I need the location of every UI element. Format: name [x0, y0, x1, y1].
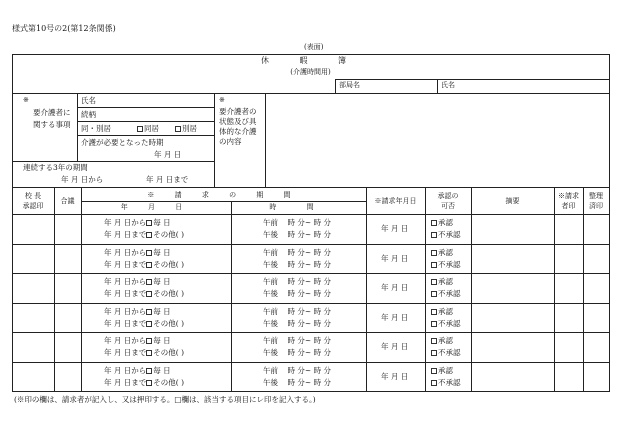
checkbox-icon — [431, 262, 437, 268]
period-from: 年 月 日から — [61, 175, 104, 184]
checkbox-icon — [431, 309, 437, 315]
consult-header: 合議 — [60, 197, 75, 205]
condition-line-2: 状態及び具 — [219, 117, 257, 126]
frame-bottom — [12, 391, 610, 392]
row-date-to[interactable]: 年 月 日まで その他( ) — [104, 377, 185, 387]
row-not-approved-option[interactable]: 不承認 — [431, 320, 461, 328]
checkbox-icon — [431, 380, 437, 386]
checkbox-icon — [431, 368, 437, 374]
checkbox-icon — [431, 250, 437, 256]
summary-header: 摘要 — [505, 197, 520, 205]
checkbox-icon — [175, 126, 181, 132]
row-divider — [12, 273, 609, 274]
row-divider — [12, 244, 609, 245]
care-mark: ※ — [23, 96, 29, 104]
name-label: 氏名 — [441, 81, 455, 89]
row-time-am[interactable]: 午前 時 分~ 時 分 — [263, 218, 331, 227]
checkbox-icon — [146, 220, 152, 226]
checkbox-icon — [431, 338, 437, 344]
checkbox-icon — [146, 338, 152, 344]
row-approved-option[interactable]: 承認 — [431, 308, 453, 316]
checkbox-icon — [146, 321, 152, 327]
row-request-date[interactable]: 年 月 日 — [381, 371, 409, 381]
row-not-approved-option[interactable]: 不承認 — [431, 261, 461, 269]
row-time-am[interactable]: 午前 時 分~ 時 分 — [263, 247, 331, 257]
row-approved-option[interactable]: 承認 — [431, 249, 453, 257]
checkbox-icon — [146, 350, 152, 356]
footnote: (※印の欄は、請求者が記入し、又は押印する。□欄は、該当する項目にレ印を記入する。) — [14, 395, 316, 404]
row-date-from[interactable]: 年 月 日から 毎 日 — [104, 336, 171, 345]
row-time-am[interactable]: 午前 時 分~ 時 分 — [263, 277, 331, 286]
row-time-pm[interactable]: 午後 時 分~ 時 分 — [263, 348, 331, 357]
care-label-1: 要介護者に — [33, 108, 71, 117]
condition-line-1: 要介護者の — [219, 107, 257, 116]
row-date-to[interactable]: 年 月 日まで その他( ) — [104, 289, 185, 298]
row-date-to[interactable]: 年 月 日まで その他( ) — [104, 318, 185, 328]
frame-right — [609, 54, 610, 392]
row-time-pm[interactable]: 午後 時 分~ 時 分 — [263, 377, 331, 387]
checkbox-icon — [146, 279, 152, 285]
chief-header-1: 校 長 — [24, 192, 42, 200]
checkbox-icon — [431, 232, 437, 238]
row-approved-option[interactable]: 承認 — [431, 337, 453, 345]
form-number: 様式第10号の2(第12条関係) — [12, 24, 116, 33]
row-time-am[interactable]: 午前 時 分~ 時 分 — [263, 336, 331, 345]
condition-mark: ※ — [219, 96, 225, 104]
row-not-approved-option[interactable]: 不承認 — [431, 290, 461, 298]
approval-header-1: 承認の — [437, 192, 459, 200]
form-title: 休 暇 簿 — [260, 56, 361, 65]
row-time-pm[interactable]: 午後 時 分~ 時 分 — [263, 289, 331, 298]
living-separate-option[interactable]: 別居 — [175, 125, 197, 133]
row-not-approved-option[interactable]: 不承認 — [431, 349, 461, 357]
checkbox-icon — [146, 232, 152, 238]
clerk-header-1: 整理 — [589, 192, 603, 200]
checkbox-icon — [431, 321, 437, 327]
needed-since-label: 介護が必要となった時期 — [81, 138, 164, 147]
requester-header-2: 者印 — [561, 202, 576, 210]
row-request-date[interactable]: 年 月 日 — [381, 283, 409, 292]
row-time-am[interactable]: 午前 時 分~ 時 分 — [263, 365, 331, 375]
row-approved-option[interactable]: 承認 — [431, 278, 453, 286]
front-label: (表面) — [304, 43, 324, 51]
row-date-from[interactable]: 年 月 日から 毎 日 — [104, 277, 171, 286]
checkbox-icon — [146, 262, 152, 268]
row-date-to[interactable]: 年 月 日まで その他( ) — [104, 230, 185, 239]
row-divider — [12, 362, 609, 363]
row-request-date[interactable]: 年 月 日 — [381, 312, 409, 322]
row-date-from[interactable]: 年 月 日から 毎 日 — [104, 306, 171, 316]
row-date-to[interactable]: 年 月 日まで その他( ) — [104, 348, 185, 357]
care-label-2: 関する事項 — [33, 120, 71, 129]
clerk-header-2: 済印 — [589, 202, 603, 210]
date-col-header: 年 月 日 — [120, 203, 192, 211]
row-not-approved-option[interactable]: 不承認 — [431, 231, 461, 239]
row-approved-option[interactable]: 承認 — [431, 367, 453, 375]
checkbox-icon — [431, 220, 437, 226]
period-to: 年 月 日まで — [146, 175, 189, 184]
row-date-from[interactable]: 年 月 日から 毎 日 — [104, 365, 171, 375]
checkbox-icon — [146, 380, 152, 386]
living-label: 同・別居 — [81, 124, 111, 133]
checkbox-icon — [146, 309, 152, 315]
row-time-pm[interactable]: 午後 時 分~ 時 分 — [263, 230, 331, 239]
row-request-date[interactable]: 年 月 日 — [381, 253, 409, 263]
cared-name-label: 氏名 — [81, 96, 96, 105]
row-time-pm[interactable]: 午後 時 分~ 時 分 — [263, 259, 331, 269]
dept-label: 部局名 — [339, 81, 360, 89]
time-col-header: 時 間 — [269, 203, 328, 211]
needed-since-date: 年 月 日 — [154, 150, 182, 159]
row-date-from[interactable]: 年 月 日から 毎 日 — [104, 247, 171, 257]
row-date-from[interactable]: 年 月 日から 毎 日 — [104, 218, 171, 227]
row-divider — [12, 332, 609, 333]
row-request-date[interactable]: 年 月 日 — [381, 342, 409, 351]
condition-line-4: の内容 — [219, 137, 242, 146]
checkbox-icon — [146, 368, 152, 374]
living-same-option[interactable]: 同居 — [137, 125, 159, 133]
approval-header-2: 可否 — [441, 202, 455, 210]
checkbox-icon — [431, 291, 437, 297]
chief-header-2: 承認印 — [22, 202, 44, 210]
form-subtitle: (介護時間用) — [290, 68, 331, 76]
frame-left — [12, 54, 13, 392]
row-time-pm[interactable]: 午後 時 分~ 時 分 — [263, 318, 331, 328]
row-approved-option[interactable]: 承認 — [431, 219, 453, 227]
relation-label: 続柄 — [81, 110, 96, 119]
checkbox-icon — [431, 279, 437, 285]
row-date-to[interactable]: 年 月 日まで その他( ) — [104, 259, 185, 269]
row-request-date[interactable]: 年 月 日 — [381, 224, 409, 233]
requester-header-1: ※請求 — [558, 192, 579, 200]
checkbox-icon — [137, 126, 143, 132]
checkbox-icon — [146, 291, 152, 297]
row-not-approved-option[interactable]: 不承認 — [431, 379, 461, 387]
frame-top — [12, 54, 609, 55]
row-time-am[interactable]: 午前 時 分~ 時 分 — [263, 306, 331, 316]
request-date-header: ※請求年月日 — [374, 197, 417, 205]
request-period-header: ※ 請 求 の 期 間 — [147, 191, 300, 199]
row-divider — [12, 303, 609, 304]
condition-line-3: 体的な介護 — [219, 127, 257, 136]
checkbox-icon — [431, 350, 437, 356]
period-label: 連続する3年の期間 — [23, 163, 88, 172]
checkbox-icon — [146, 250, 152, 256]
